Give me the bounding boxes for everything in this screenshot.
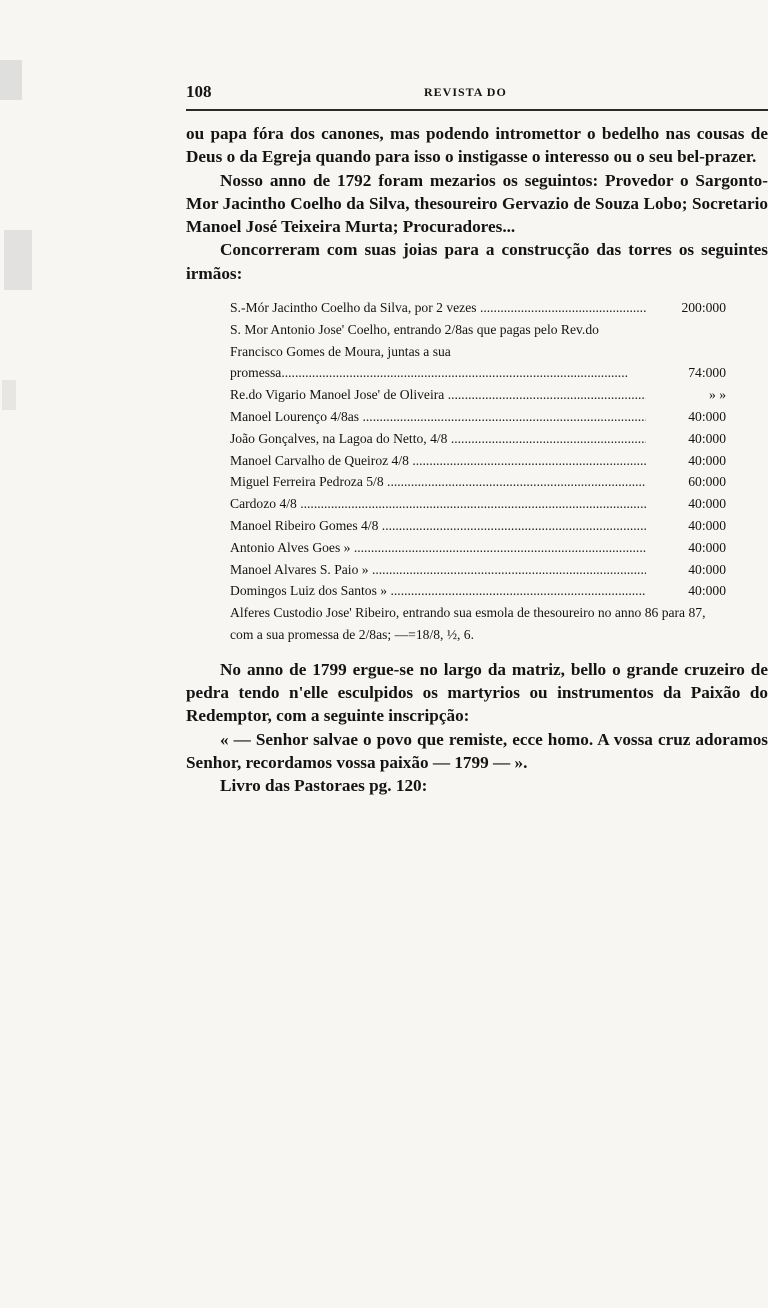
- donor-amount: 40:000: [688, 496, 726, 512]
- donor-name: S. Mor Antonio Jose' Coelho, entrando 2/8as que pagas pelo Rev.do Francisco Gomes de Moura, juntas a sua promessa .....: [230, 319, 646, 384]
- donor-amount: 40:000: [688, 430, 726, 446]
- donor-name: Re.do Vigario Manoel Jose' de Oliveira .....: [230, 384, 646, 406]
- donor-amount: 40:000: [688, 409, 726, 425]
- paragraph: Concorreram com suas joias para a construcção das torres os seguintes irmãos:: [186, 240, 768, 283]
- donor-name: Antonio Alves Goes » .....: [230, 537, 646, 559]
- donor-name: Manoel Lourenço 4/8as .....: [230, 406, 646, 428]
- donor-name: Manoel Carvalho de Queiroz 4/8 .....: [230, 450, 646, 472]
- page: [186, 82, 768, 798]
- donor-name: Manoel Alvares S. Paio » .....: [230, 559, 646, 581]
- running-title: REVISTA DO: [424, 85, 507, 99]
- page-number: 108: [186, 82, 212, 101]
- paragraph: Livro das Pastoraes pg. 120:: [220, 776, 428, 796]
- donor-row: [230, 428, 726, 450]
- donor-row: [230, 559, 726, 581]
- donor-row: [230, 580, 726, 602]
- paragraph: « — Senhor salvae o povo que remiste, ecce homo. A vossa cruz adoramos Senhor, recordamos vossa paixão — 1799 — ».: [186, 729, 768, 773]
- donor-row: [230, 406, 726, 428]
- donor-name: Cardozo 4/8 .....: [230, 493, 646, 515]
- donor-amount: 40:000: [688, 539, 726, 555]
- donor-row: [230, 537, 726, 559]
- paragraph: No anno de 1799 ergue-se no largo da matriz, bello o grande cruzeiro de pedra tendo n'elle esculpidos os martyrios ou instrumentos da Paixão do Redemptor, com a seguinte inscripção:: [186, 659, 768, 726]
- body-text: [186, 122, 768, 285]
- donor-amount: 40:000: [688, 561, 726, 577]
- donor-name: João Gonçalves, na Lagoa do Netto, 4/8 .....: [230, 428, 646, 450]
- paragraph: Nosso anno de 1792 foram mezarios os seguintos: Provedor o Sargonto-Mor Jacintho Coelho da Silva, thesoureiro Gervazio de Souza Lobo; Socretario Manoel José Teixeira Murta; Procuradores...: [186, 170, 768, 237]
- scan-edge-mark: [4, 230, 32, 290]
- donor-row: [230, 297, 726, 319]
- donor-row: [230, 384, 726, 406]
- donor-name: Domingos Luiz dos Santos » .....: [230, 580, 646, 602]
- donor-amount: 40:000: [688, 518, 726, 534]
- donor-list: [230, 297, 726, 646]
- donor-row: [230, 515, 726, 537]
- donor-row: [230, 319, 726, 384]
- donor-row: [230, 471, 726, 493]
- donor-row: [230, 493, 726, 515]
- running-head: [186, 82, 768, 104]
- alferes-note-text: Alferes Custodio Jose' Ribeiro, entrando sua esmola de thesoureiro no anno 86 para 87, com a sua promessa de 2/8as; —=18/8, ½, 6.: [230, 605, 706, 643]
- closing-text: [186, 658, 768, 798]
- donor-name: Manoel Ribeiro Gomes 4/8 .....: [230, 515, 646, 537]
- donor-amount: 74:000: [688, 365, 726, 381]
- scan-edge-mark: [0, 60, 22, 100]
- donor-name: S.-Mór Jacintho Coelho da Silva, por 2 vezes .....: [230, 297, 646, 319]
- donor-name: Miguel Ferreira Pedroza 5/8 .....: [230, 471, 646, 493]
- donor-row: [230, 450, 726, 472]
- alferes-note: [230, 602, 726, 646]
- donor-amount: » »: [709, 387, 726, 403]
- donor-amount: 40:000: [688, 583, 726, 599]
- donor-amount: 60:000: [688, 474, 726, 490]
- donor-amount: 200:000: [681, 300, 726, 316]
- scan-edge-mark: [2, 380, 16, 410]
- donor-amount: 40:000: [688, 452, 726, 468]
- paragraph: ou papa fóra dos canones, mas podendo intromettor o bedelho nas cousas de Deus o da Egreja quando para isso o instigasse o interesso ou o seu bel-prazer.: [186, 124, 768, 167]
- header-rule: [186, 109, 768, 111]
